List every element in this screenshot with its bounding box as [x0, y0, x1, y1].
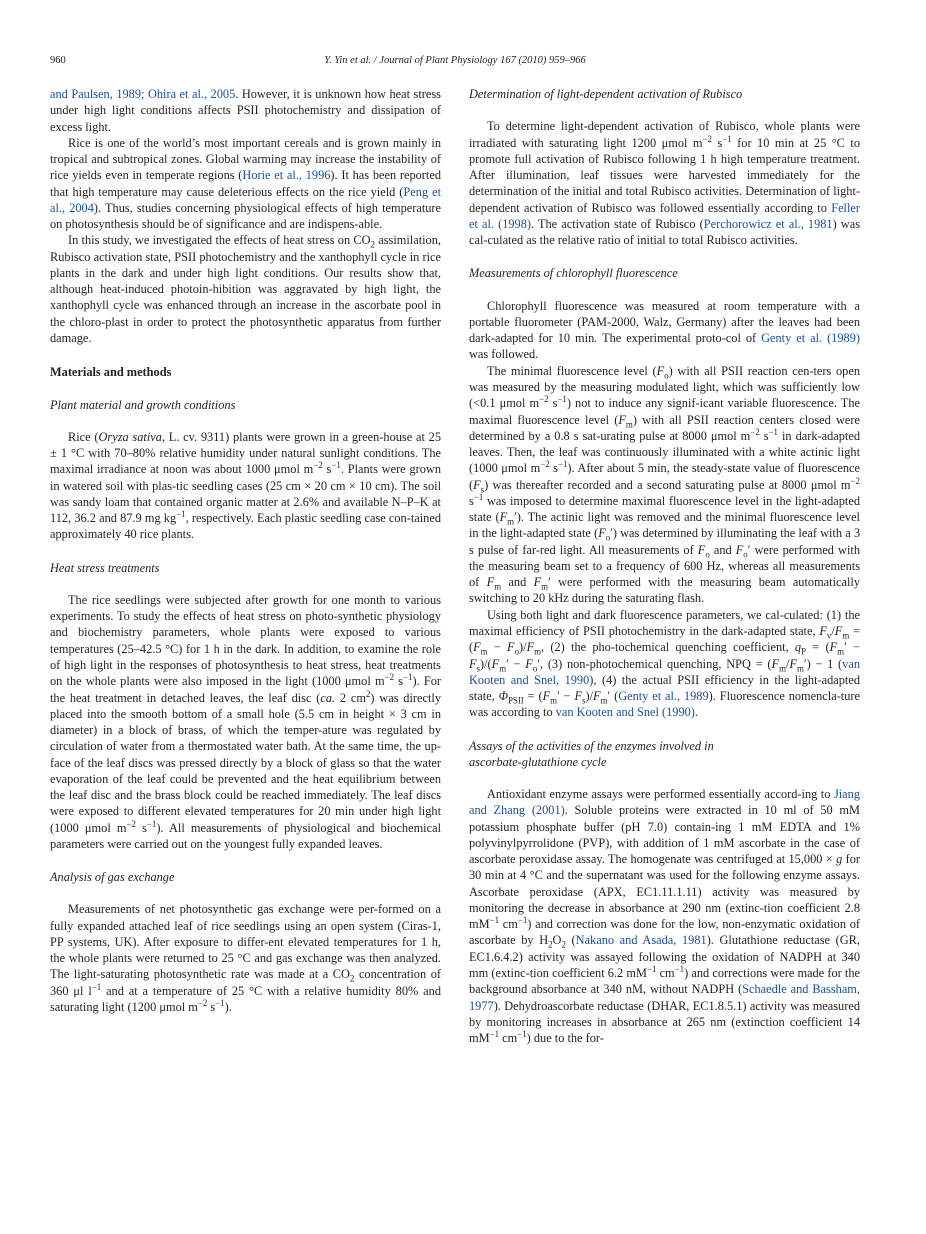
page-number: 960 — [50, 55, 66, 66]
citation-link[interactable]: Horie et al., 1996 — [242, 168, 331, 183]
heat-stress-paragraph: The rice seedlings were subjected after growth for one month to various experiments. To study the effects of heat stress on photo-synthetic physiology and biochemistry parameters, whole plants were exposed to various temperatures (25–42.5 °C) for 1 h in the dark. In addition, to examine the role of high light in the responses of photosynthesis to heat stress, heat treatments on the whole plants were also imposed in the light (1000 μmol $m^{-2}$ $s^{-1}$). For the heat treatment in detached leaves, the leaf disc (ca. 2 $cm^2$) was directly placed into the smooth bottom of a small hole (5.5 cm in height × 3 cm in diameter) in a block of brass, of which the temper-ature was regulated by circulation of water from a thermostated water bath. At the same time, the up-face of the leaf discs was pressed directly by a block of glass so that the water evaporation of the leaf could be prevented and the heat equilibrium between the leaf disc and the brass block could be reached immediately. The leaf discs were exposed to different elevated temperatures for 20 min under high light (1000 μmol $m^{-2}$ $s^{-1}$). All measurements of physiological and biochemical parameters were carried out on the youngest fully expanded leaves. — [50, 592, 442, 851]
page-header — [50, 55, 860, 69]
subsection-heading-plant-material: Plant material and growth conditions — [50, 397, 236, 412]
citation-link[interactable]: Genty et al., 1989 — [618, 689, 709, 704]
citation-link[interactable]: Feller et al. (1998) — [469, 200, 860, 231]
subsection-heading-rubisco: Determination of light-dependent activation of Rubisco — [469, 87, 743, 101]
chlorophyll-paragraph-2: The minimal fluorescence level $(F_o)$ with all PSII reaction cen-ters open was measured by the measuring modulated light, which was sufficiently low (<0.1 μmol $m^{-2}$ $s^{-1}$) not to induce any signif-icant variable fluorescence. The maximal fluorescence level $(F_m)$ with all PSII reaction centers closed were determined by a 0.8 s sat-urating pulse at 8000 μmol $m^{-2}$ $s^{-1}$ in dark-adapted leaves. Then, the leaf was continuously illuminated with a white actinic light (1000 μmol $m^{-2}$ $s^{-1}$). After about 5 min, the steady-state value of fluorescence $(F_s)$ was thereafter recorded and a second saturating pulse at 8000 μmol $m^{-2}$ $s^{-1}$ was imposed to determine maximal fluorescence level in the light-adapted state $(F_m')$. The actinic light was removed and the minimal fluorescence level in the light-adapted state $(F_o')$ was determined by illuminating the leaf with a 3 s pulse of far-red light. All measurements of $F_o$ and $F_o'$ were performed with the measuring beam set to a frequency of 600 Hz, whereas all measurements of $F_m$ and $F_m'$ were performed with the measuring beam automatically switching to 20 kHz during the saturating flash. — [469, 363, 861, 606]
intro-paragraph-3: In this study, we investigated the effects of heat stress on $CO_2$ assimilation, Rubisco activation state, PSII photochemistry and the xanthophyll cycle in rice plants in the dark and under high light conditions. Our results show that, although heat-induced photoin-hibition was aggravated by high light, the xanthophyll cycle was enhanced through an increase in the ascorbate pool in the chloro-plast in order to protect the photosynthetic apparatus from further damage. — [50, 233, 441, 345]
subsection-heading-chlorophyll: Measurements of chlorophyll fluorescence — [469, 266, 678, 281]
left-column — [50, 86, 441, 1015]
intro-paragraph-1: and Paulsen, 1989; Ohira et al., 2005. However, it is unknown how heat stress under high light conditions affects PSII photochemistry and dissipation of excess light. — [50, 87, 441, 134]
running-head: Y. Yin et al. / Journal of Plant Physiology 167 (2010) 959–966 — [324, 55, 586, 66]
rubisco-paragraph: To determine light-dependent activation of Rubisco, whole plants were irradiated with saturating light 1200 μmol $m^{-2}$ $s^{-1}$ for 10 min at 25 °C to promote full activation of Rubisco following 1 h high temperature treatment. After illumination, leaf tissues were harvested immediately for the determination of the initial and total Rubisco activities. Determination of light-dependent activation of Rubisco was followed essentially according to Feller et al. (1998). The activation state of Rubisco (Perchorowicz et al., 1981) was cal-culated as the relative ratio of initial to total Rubisco activities. — [469, 119, 860, 248]
citation-link[interactable]: van Kooten and Snel, 1990 — [469, 656, 860, 687]
subsection-heading-gas-exchange: Analysis of gas exchange — [50, 870, 175, 885]
chlorophyll-paragraph-3: Using both light and dark fluorescence parameters, we cal-culated: (1) the maximal efficiency of PSII photochemistry in the dark-adapted state, $F_v/F_m = (F_m - F_o)/F_m$, (2) the pho-tochemical quenching coefficient, $q_P = (F_m' - F_s)/(F_m' - F_o'$, (3) non-photochemical quenching, NPQ = $(F_m/F_m') - 1$ (van Kooten and Snel, 1990), (4) the actual PSII efficiency in the light-adapted state, $\Phi_{PSII} = (F_m' - F_s)/F_m'$ (Genty et al., 1989). Fluorescence nomencla-ture was according to van Kooten and Snel (1990). — [469, 607, 861, 720]
citation-link[interactable]: Schaedle and Bassham, 1977 — [469, 982, 860, 1013]
citation-link[interactable]: van Kooten and Snel (1990) — [555, 705, 695, 720]
subsection-heading-enzymes: Assays of the activities of the enzymes involved in ascorbate-glutathione cycle — [469, 738, 714, 769]
species-name: Oryza sativa — [98, 429, 162, 444]
citation-link[interactable]: and Paulsen, 1989; Ohira et al., 2005 — [50, 87, 236, 101]
gas-exchange-paragraph: Measurements of net photosynthetic gas exchange were per-formed on a fully expanded attached leaf of rice seedlings using an open system (Ciras-1, PP systems, UK). After exposure to differ-ent elevated temperatures for 1 h, the whole plants were returned to 25 °C and gas exchange was then analyzed. The light-saturating photosynthetic rate was made at a $CO_2$ concentration of 360 μl $l^{-1}$ and at a temperature of 25 °C with a relative humidity 80% and saturating light (1200 μmol $m^{-2}$ $s^{-1}$). — [50, 902, 441, 1015]
right-column — [469, 86, 860, 1046]
intro-paragraph-2: Rice is one of the world’s most important cereals and is grown mainly in tropical and subtropical zones. Global warming may increase the instability of rice yields even in temperate regions (Horie et al., 1996). It has been reported that high temperature may cause deleterious effects on the rice yield (Peng et al., 2004). Thus, studies concerning physiological effects of high temperature on photosynthesis should be of significance and are indispens-able. — [50, 135, 442, 232]
citation-link[interactable]: Perchorowicz et al., 1981 — [703, 216, 833, 231]
citation-link[interactable]: Nakano and Asada, 1981 — [575, 933, 707, 948]
plant-material-paragraph: Rice (Oryza sativa, L. cv. 9311) plants were grown in a green-house at 25 ± 1 °C with 70–80% relative humidity under natural sunlight conditions. The maximal irradiance at noon was about 1000 μmol $m^{-2}$ $s^{-1}$. Plants were grown in watered soil with plas-tic seedling cases (25 cm × 20 cm × 10 cm). The soil was sandy loam that contained organic matter at 2.6% and available N–P–K at 112, 36.2 and 87.9 mg $kg^{-1}$, respectively. Each plastic seedling case con-tained approximately 40 rice plants. — [50, 429, 442, 542]
subsection-heading-heat-stress: Heat stress treatments — [50, 560, 160, 575]
section-heading-methods: Materials and methods — [50, 365, 172, 380]
citation-link[interactable]: Peng et al., 2004 — [50, 184, 442, 215]
chlorophyll-paragraph-1: Chlorophyll fluorescence was measured at room temperature with a portable fluorometer (PAM-2000, Walz, Germany) after the leaves had been dark-adapted for 10 min. The experimental proto-col of Genty et al. (1989) was followed. — [469, 298, 860, 362]
enzyme-paragraph: Antioxidant enzyme assays were performed essentially accord-ing to Jiang and Zhang (2001). Soluble proteins were extracted in 10 ml of 50 mM potassium phosphate buffer (pH 7.0) contain-ing 1 mM EDTA and 1% polyvinylpyrrolidone (PVP), with addition of 1 mM ascorbate in the case of ascorbate peroxidase assay. The homogenate was centrifuged at 15,000 × g for 30 min at 4 °C and the supernatant was used for the following enzyme assays. Ascorbate peroxidase (APX, EC1.11.1.11) activity was measured by monitoring the decrease in absorbance at 290 nm (extinc-tion coefficient 2.8 $mM^{-1}$ $cm^{-1}$) and correction was done for the low, non-enzymatic oxidation of ascorbate by $H_2O_2$ (Nakano and Asada, 1981). Glutathione reductase (GR, EC1.6.4.2) activity was assayed following the oxidation of NADPH at 340 mm (extinc-tion coefficient 6.2 $mM^{-1}$ $cm^{-1}$) and corrections were made for the background absorbance at 340 nM, without NADPH (Schaedle and Bassham, 1977). Dehydroascorbate reductase (DHAR, EC1.8.5.1) activity was measured by monitoring increases in absorbance at 265 nm (extinction coefficient 14 $mM^{-1}$ $cm^{-1}$) due to the for- — [469, 787, 861, 1046]
citation-link[interactable]: Genty et al. (1989) — [761, 331, 860, 346]
citation-link[interactable]: Jiang and Zhang (2001) — [469, 787, 860, 818]
